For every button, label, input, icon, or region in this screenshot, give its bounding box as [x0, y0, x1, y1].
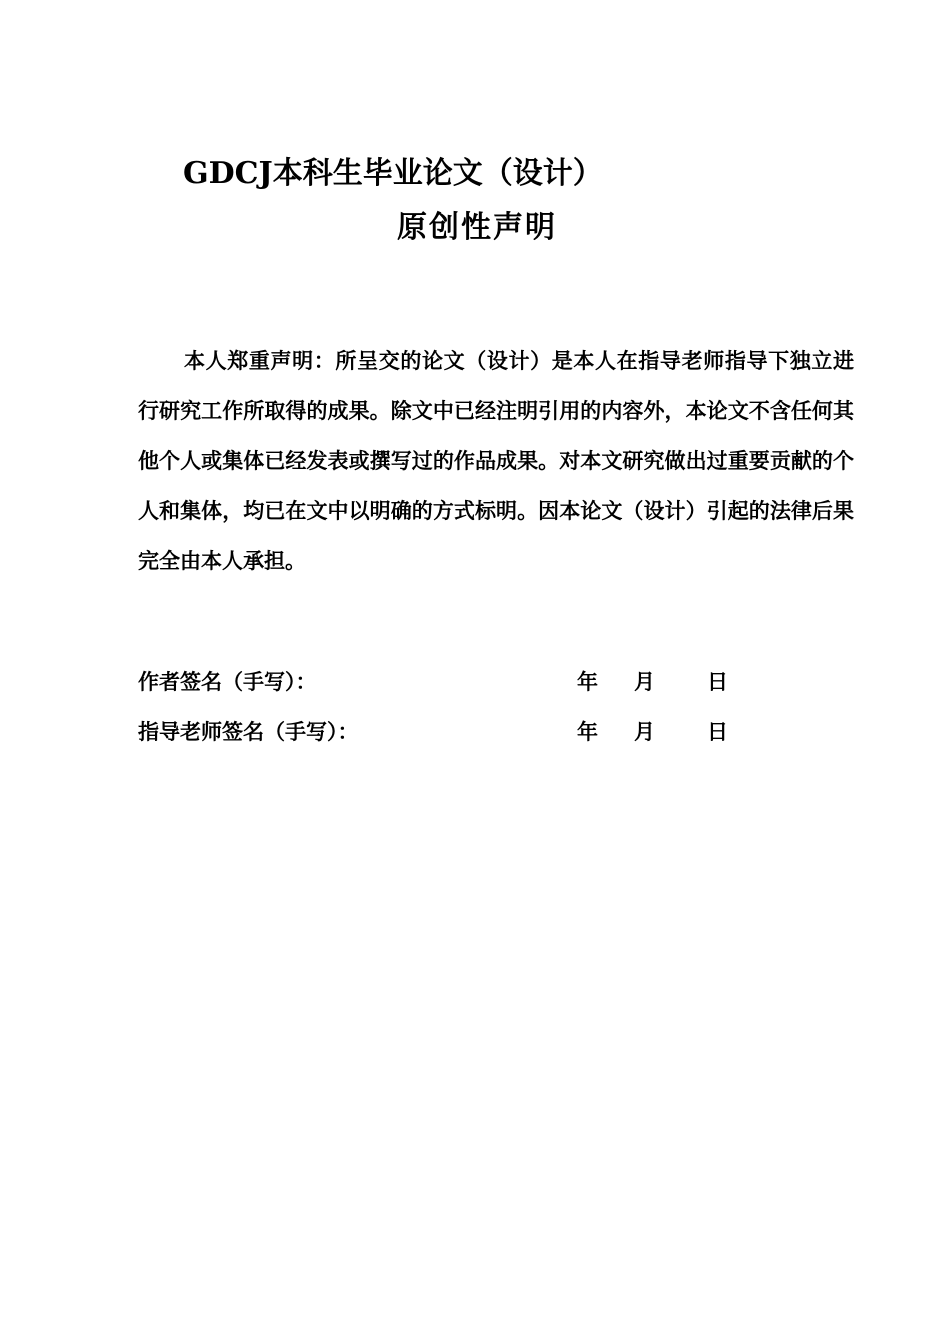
declaration-statement [138, 336, 854, 586]
advisor-date-month: 月 [634, 719, 655, 744]
author-signature-label: 作者签名（手写）： [138, 669, 317, 694]
document-title: GDCJ本科生毕业论文（设计） [183, 156, 603, 191]
advisor-date-year: 年 [577, 719, 598, 744]
author-signature-row [138, 666, 758, 696]
declaration-paragraph: 本人郑重声明：所呈交的论文（设计）是本人在指导老师指导下独立进行研究工作所取得的成果。除文中已经注明引用的内容外，本论文不含任何其他个人或集体已经发表或撰写过的作品成果。对本文研究做出过重要贡献的个人和集体，均已在文中以明确的方式标明。因本论文（设计）引起的法律后果完全由本人承担。 [138, 348, 854, 573]
author-date-day: 日 [707, 669, 728, 694]
advisor-signature-label: 指导老师签名（手写）： [138, 719, 359, 744]
author-date-month: 月 [634, 669, 655, 694]
advisor-date-day: 日 [707, 719, 728, 744]
advisor-signature-row [138, 716, 758, 746]
document-subtitle: 原创性声明 [397, 210, 557, 245]
author-date-year: 年 [577, 669, 598, 694]
